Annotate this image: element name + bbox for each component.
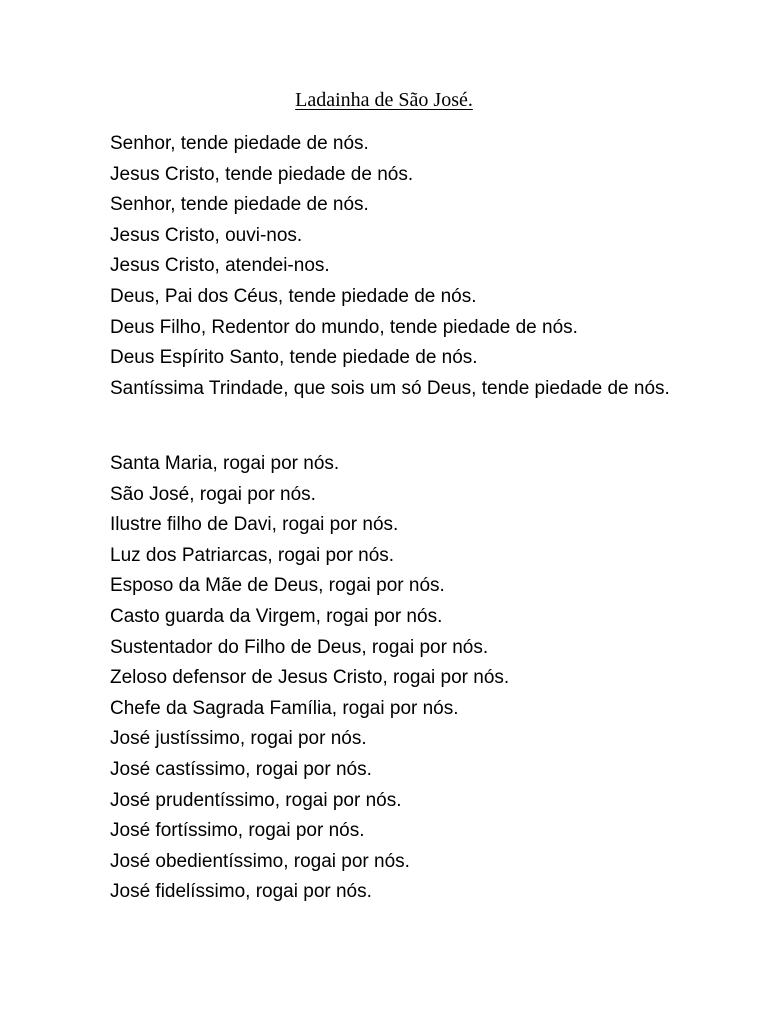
litany-line: São José, rogai por nós. [110,483,316,505]
litany-line: Senhor, tende piedade de nós. [110,133,369,154]
litany-line: Luz dos Patriarcas, rogai por nós. [110,544,395,566]
litany-line: Jesus Cristo, ouvi-nos. [110,224,303,246]
litany-line: José castíssimo, rogai por nós. [110,758,372,780]
litany-line: Deus Espírito Santo, tende piedade de nós. [110,347,478,369]
litany-invocations [110,129,670,404]
litany-line: José prudentíssimo, rogai por nós. [110,789,402,811]
litany-line: Esposo da Mãe de Deus, rogai por nós. [110,575,445,597]
litany-line: Santíssima Trindade, que sois um só Deus, tende piedade de nós. [110,377,670,399]
litany-line: Jesus Cristo, tende piedade de nós. [110,163,414,185]
litany-line: Sustentador do Filho de Deus, rogai por nós. [110,636,489,658]
litany-line: Ilustre filho de Davi, rogai por nós. [110,514,399,536]
litany-line: José fidelíssimo, rogai por nós. [110,881,372,903]
litany-line: Jesus Cristo, atendei-nos. [110,255,330,277]
litany-line: Deus, Pai dos Céus, tende piedade de nós. [110,285,477,307]
litany-line: Chefe da Sagrada Família, rogai por nós. [110,697,459,719]
litany-line: Deus Filho, Redentor do mundo, tende piedade de nós. [110,316,578,338]
litany-petitions [110,449,670,908]
litany-line: Casto guarda da Virgem, rogai por nós. [110,605,443,627]
litany-line: José fortíssimo, rogai por nós. [110,820,365,842]
litany-line: Santa Maria, rogai por nós. [110,453,340,474]
litany-line: Zeloso defensor de Jesus Cristo, rogai por nós. [110,667,510,689]
litany-line: José justíssimo, rogai por nós. [110,728,367,750]
litany-line: Senhor, tende piedade de nós. [110,194,369,216]
litany-line: José obedientíssimo, rogai por nós. [110,850,410,872]
document-title: Ladainha de São José. [295,89,473,111]
